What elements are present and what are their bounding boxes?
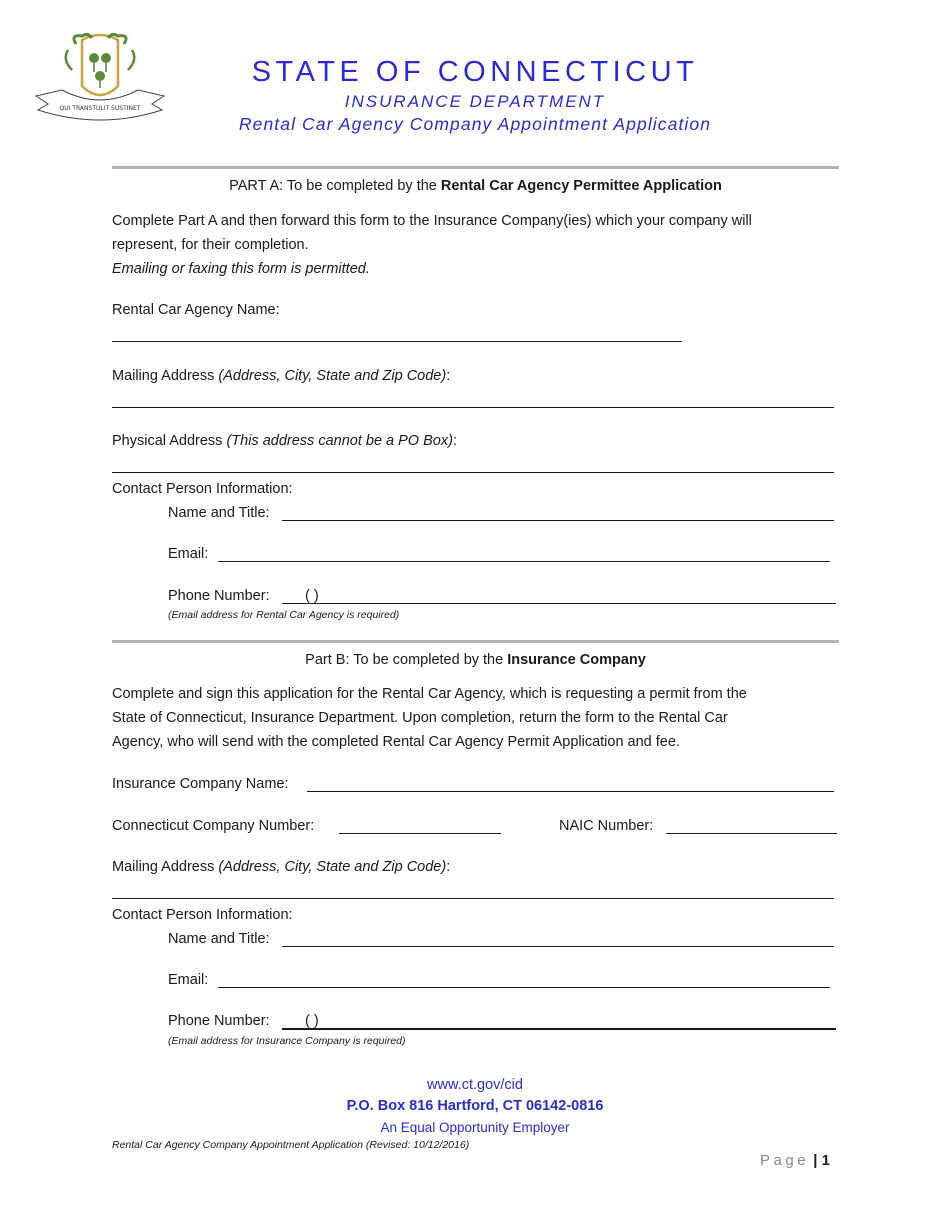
part-b-email-label: Email: — [168, 972, 209, 988]
physical-address-hint: (This address cannot be a PO Box) — [226, 433, 453, 449]
part-b-phone-label: Phone Number: — [168, 1013, 270, 1029]
part-b-heading — [112, 652, 839, 668]
part-a-phone-paren: ( ) — [305, 588, 319, 604]
part-a-phone-label: Phone Number: — [168, 588, 270, 604]
part-a-mailing-colon: : — [446, 368, 451, 384]
part-a-intro-note: Emailing or faxing this form is permitted. — [112, 261, 370, 277]
part-a-mailing-text: Mailing Address — [112, 368, 219, 384]
physical-address-colon: : — [452, 433, 457, 449]
page-indicator — [760, 1152, 830, 1169]
divider-top — [112, 166, 839, 169]
seal-motto: QUI TRANSTULIT SUSTINET — [59, 105, 141, 112]
part-a-mailing-label — [112, 364, 450, 388]
part-a-phone-field[interactable] — [282, 603, 836, 604]
part-b-email-note: (Email address for Insurance Company is required) — [168, 1035, 406, 1047]
naic-number-field[interactable] — [666, 833, 837, 834]
department-title: INSURANCE DEPARTMENT — [344, 92, 606, 111]
part-a-email-field[interactable] — [218, 561, 830, 562]
part-a-contact-label: Contact Person Information: — [112, 481, 293, 497]
part-b-phone-paren: ( ) — [305, 1013, 319, 1029]
part-a-mailing-hint: (Address, City, State and Zip Code) — [218, 368, 447, 384]
part-a-email-note: (Email address for Rental Car Agency is required) — [168, 609, 400, 621]
part-a-name-title-field[interactable] — [282, 520, 834, 521]
part-a-email-label: Email: — [168, 546, 209, 562]
ct-company-number-field[interactable] — [339, 833, 501, 834]
page-separator: | — [809, 1152, 822, 1169]
physical-address-label — [112, 429, 457, 453]
part-b-heading-bold: Insurance Company — [507, 652, 646, 668]
part-b-intro-line2: State of Connecticut, Insurance Department. Upon completion, return the form to the Rental Car — [112, 710, 728, 726]
state-title: STATE OF CONNECTICUT — [251, 56, 699, 88]
divider-middle — [112, 640, 839, 643]
part-b-name-title-label: Name and Title: — [168, 931, 270, 947]
part-b-intro-line1: Complete and sign this application for the Rental Car Agency, which is requesting a permit from the — [112, 686, 747, 702]
part-a-heading — [112, 178, 839, 194]
physical-address-text: Physical Address — [112, 433, 227, 449]
part-b-instructions — [112, 682, 839, 754]
agency-name-label: Rental Car Agency Name: — [112, 302, 280, 318]
agency-name-field[interactable] — [112, 341, 682, 342]
insurance-company-name-field[interactable] — [307, 791, 834, 792]
part-b-name-title-field[interactable] — [282, 946, 834, 947]
part-a-heading-bold: Rental Car Agency Permittee Application — [440, 178, 722, 194]
part-b-mailing-field[interactable] — [112, 898, 834, 899]
part-b-email-field[interactable] — [218, 987, 830, 988]
footer-website-link[interactable]: www.ct.gov/cid — [427, 1077, 523, 1093]
part-a-mailing-field[interactable] — [112, 407, 834, 408]
part-b-mailing-text: Mailing Address — [112, 859, 219, 875]
part-b-mailing-colon: : — [446, 859, 451, 875]
part-b-heading-prefix: Part B: To be completed by the — [305, 652, 508, 668]
footer-address: P.O. Box 816 Hartford, CT 06142-0816 — [346, 1098, 604, 1114]
part-b-intro-line3: Agency, who will send with the completed Rental Car Agency Permit Application and fee. — [112, 734, 680, 750]
form-title: Rental Car Agency Company Appointment Application — [238, 114, 712, 134]
physical-address-field[interactable] — [112, 472, 834, 473]
part-b-mailing-hint: (Address, City, State and Zip Code) — [218, 859, 447, 875]
part-a-instructions — [112, 209, 839, 281]
part-a-intro-line2: represent, for their completion. — [112, 237, 309, 253]
part-b-mailing-label — [112, 855, 450, 879]
part-a-name-title-label: Name and Title: — [168, 505, 270, 521]
page-number: 1 — [821, 1152, 830, 1169]
footer-employer: An Equal Opportunity Employer — [380, 1120, 570, 1135]
ct-company-number-label: Connecticut Company Number: — [112, 818, 315, 834]
part-a-heading-prefix: PART A: To be completed by the — [229, 178, 441, 194]
part-b-phone-field[interactable] — [282, 1028, 836, 1030]
footer-revision: Rental Car Agency Company Appointment Application (Revised: 10/12/2016) — [112, 1139, 470, 1151]
insurance-company-name-label: Insurance Company Name: — [112, 776, 289, 792]
part-b-contact-label: Contact Person Information: — [112, 907, 293, 923]
naic-number-label: NAIC Number: — [559, 818, 654, 834]
page-label: Page — [760, 1152, 810, 1169]
part-a-intro-line1: Complete Part A and then forward this form to the Insurance Company(ies) which your company will — [112, 213, 752, 229]
